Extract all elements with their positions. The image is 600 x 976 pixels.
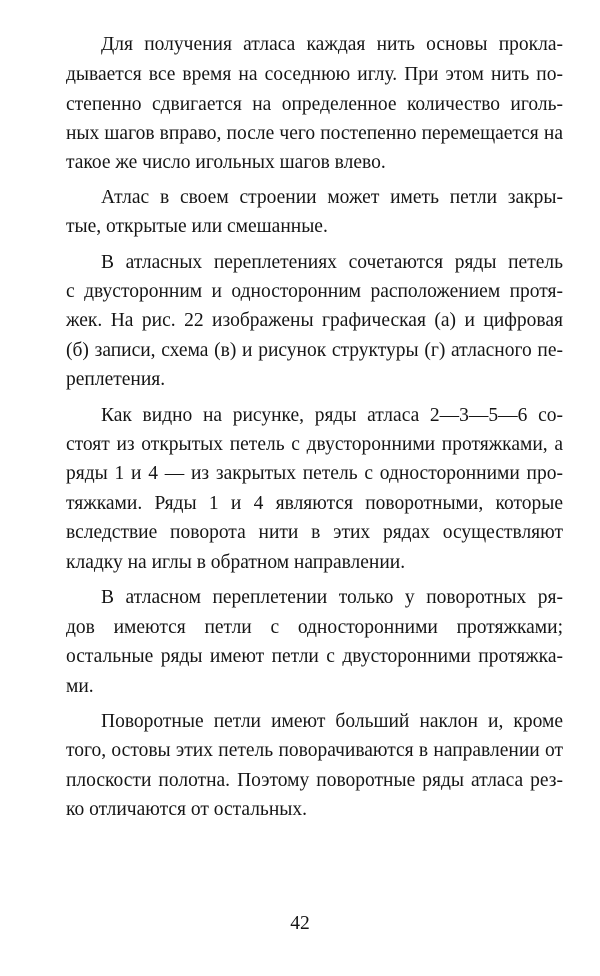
text-line: реплетения.	[66, 369, 166, 390]
text-line: тяжками. Ряды 1 и 4 являются поворотными, которые	[66, 493, 563, 514]
text-line: того, остовы этих петель поворачиваются в направлении от	[66, 740, 563, 761]
text-line: ми.	[66, 676, 94, 697]
text-line: Как видно на рисунке, ряды атласа 2—3—5—6 со-	[101, 405, 563, 426]
text-line: дывается все время на соседнюю иглу. При этом нить по-	[66, 64, 563, 85]
text-line: ных шагов вправо, после чего постепенно перемещается на	[66, 123, 563, 144]
text-line: Атлас в своем строении может иметь петли закры-	[101, 187, 563, 208]
text-line: Для получения атласа каждая нить основы прокла-	[101, 34, 563, 55]
text-line: кладку на иглы в обратном направлении.	[66, 552, 406, 573]
text-line: с двусторонним и односторонним расположением протя-	[66, 281, 563, 302]
text-line: В атласных переплетениях сочетаются ряды петель	[101, 252, 563, 273]
text-line: В атласном переплетении только у поворотных ря-	[101, 587, 563, 608]
text-line: тые, открытые или смешанные.	[66, 216, 328, 237]
text-line: стоят из открытых петель с двусторонними протяжками, а	[66, 434, 563, 455]
text-line: Поворотные петли имеют больший наклон и, кроме	[101, 711, 563, 732]
text-line: дов имеются петли с односторонними протяжками;	[66, 617, 563, 638]
text-line: ряды 1 и 4 — из закрытых петель с односторонними про-	[66, 463, 563, 484]
text-line: (б) записи, схема (в) и рисунок структуры (г) атласного пе-	[66, 340, 563, 361]
text-line: жек. На рис. 22 изображены графическая (а) и цифровая	[66, 310, 563, 331]
text-line: вследствие поворота нити в этих рядах осуществляют	[66, 522, 563, 543]
page-number: 42	[290, 913, 310, 934]
text-line: остальные ряды имеют петли с двусторонними протяжка-	[66, 646, 563, 667]
text-line: плоскости полотна. Поэтому поворотные ряды атласа рез-	[66, 770, 563, 791]
text-line: такое же число игольных шагов влево.	[66, 152, 386, 173]
text-line: степенно сдвигается на определенное количество иголь-	[66, 94, 563, 115]
text-line: ко отличаются от остальных.	[66, 799, 307, 820]
